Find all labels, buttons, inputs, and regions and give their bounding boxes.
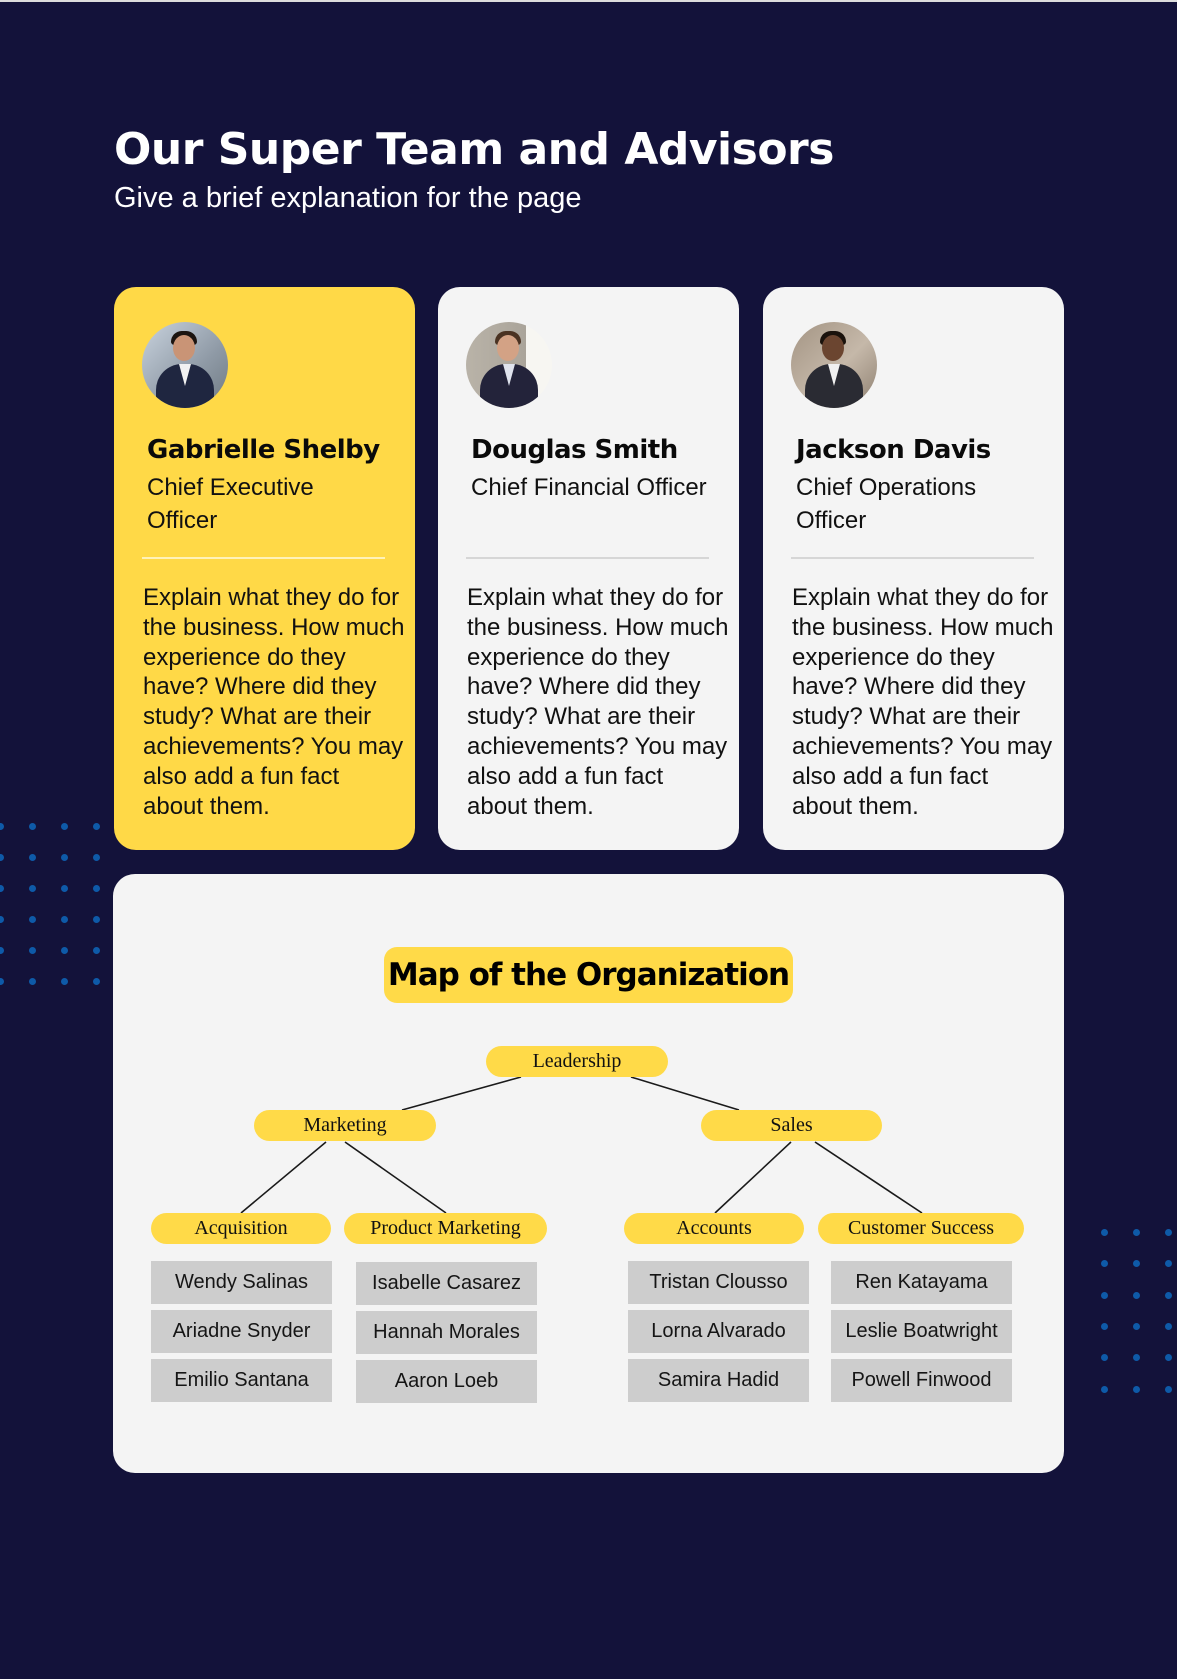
member-box: Aaron Loeb [356,1360,537,1403]
top-border [0,0,1177,2]
member-role: Chief Operations Officer [796,474,977,534]
member-name: Douglas Smith [471,435,678,465]
org-node-product-marketing: Product Marketing [344,1213,547,1244]
team-card-ceo [114,287,415,850]
member-box: Ariadne Snyder [151,1310,332,1353]
member-box: Lorna Alvarado [628,1310,809,1353]
org-node-accounts: Accounts [624,1213,804,1244]
member-role: Chief Financial Officer [471,474,707,501]
member-role: Chief Executive Officer [147,474,314,534]
divider [142,557,385,559]
member-box: Hannah Morales [356,1311,537,1354]
member-box: Emilio Santana [151,1359,332,1402]
org-chart-title: Map of the Organization [384,947,793,1003]
member-box: Powell Finwood [831,1359,1012,1402]
team-card-coo [763,287,1064,850]
member-description: Explain what they do for the business. How much experience do they have? Where did they study? What are their achievements? You may also add a fun fact about them. [143,584,405,820]
member-description: Explain what they do for the business. How much experience do they have? Where did they study? What are their achievements? You may also add a fun fact about them. [467,584,729,820]
member-description: Explain what they do for the business. How much experience do they have? Where did they study? What are their achievements? You may also add a fun fact about them. [792,584,1054,820]
page-title: Our Super Team and Advisors [114,124,834,175]
org-node-marketing: Marketing [254,1110,436,1141]
divider [791,557,1034,559]
member-box: Isabelle Casarez [356,1262,537,1305]
avatar-woman-icon [142,322,228,408]
page-subtitle: Give a brief explanation for the page [114,182,582,214]
member-name: Jackson Davis [796,435,991,465]
divider [466,557,709,559]
member-name: Gabrielle Shelby [147,435,380,465]
avatar-man-icon [466,322,552,408]
org-node-acquisition: Acquisition [151,1213,331,1244]
member-box: Ren Katayama [831,1261,1012,1304]
member-box: Samira Hadid [628,1359,809,1402]
team-card-cfo [438,287,739,850]
member-box: Wendy Salinas [151,1261,332,1304]
avatar-man-tablet-icon [791,322,877,408]
org-chart-panel [113,874,1064,1473]
org-node-leadership: Leadership [486,1046,668,1077]
org-node-customer-success: Customer Success [818,1213,1024,1244]
member-box: Leslie Boatwright [831,1310,1012,1353]
member-box: Tristan Clousso [628,1261,809,1304]
org-node-sales: Sales [701,1110,882,1141]
